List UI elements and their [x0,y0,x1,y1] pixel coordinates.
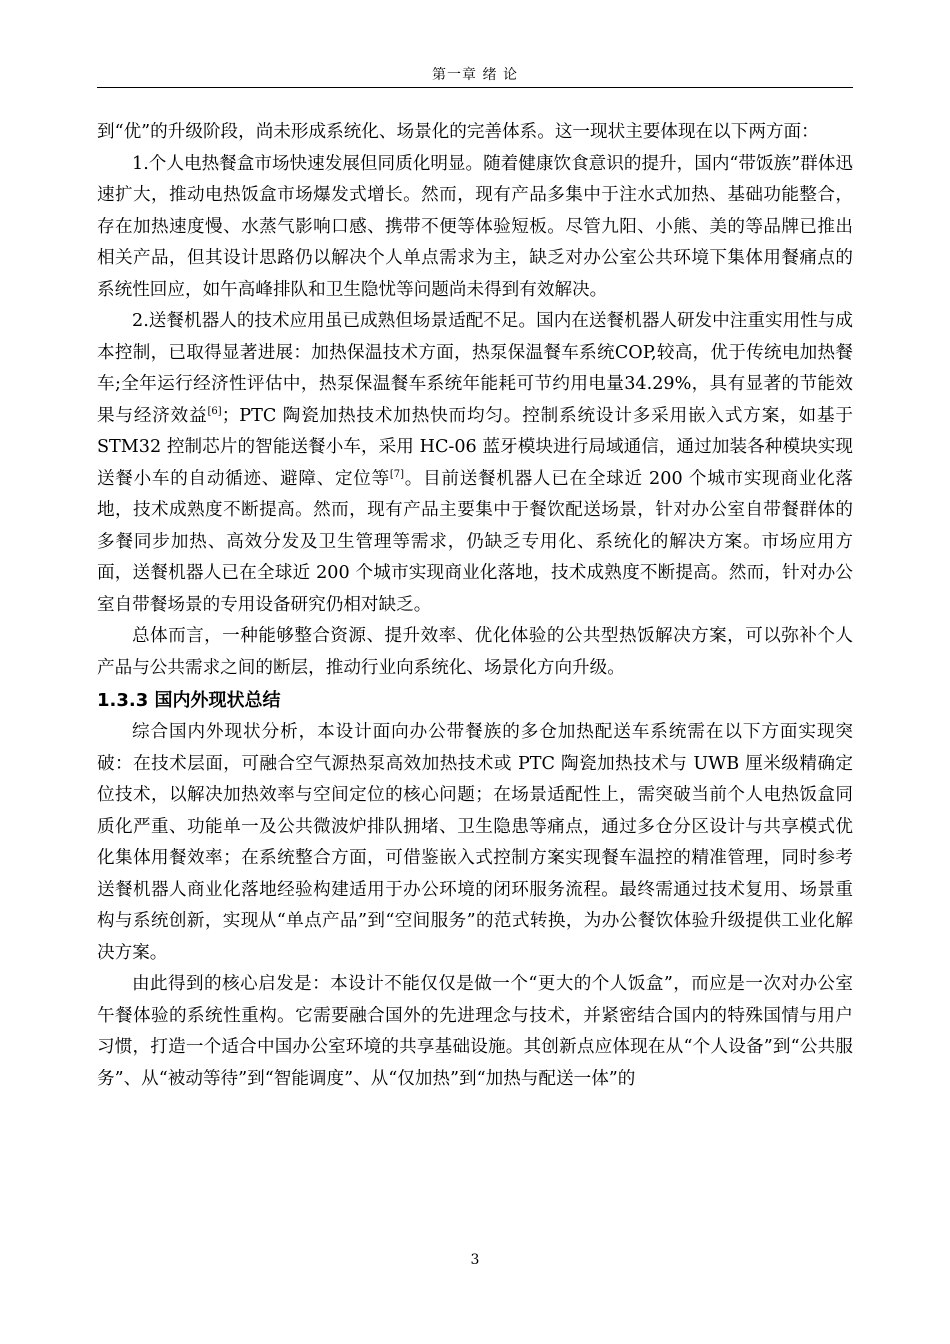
paragraph-text: 2.送餐机器人的技术应用虽已成熟但场景适配不足。国内在送餐机器人研发中注重实用性与成本控制，已取得显著进展：加热保温技术方面，热泵保温餐车系统COP,较高，优于传统电加热餐车;全年运行经济性评估中，热泵保温餐车系统年能耗可节约用电量34.29%，具有显著的节能效果与经济效益 [97,311,853,426]
page-body [97,117,853,1095]
paragraph-text: 。目前送餐机器人已在全球近 200 个城市实现商业化落地，技术成熟度不断提高。然而，现有产品主要集中于餐饮配送场景，针对办公室自带餐群体的多餐同步加热、高效分发及卫生管理等需求，仍缺乏专用化、系统化的解决方案。市场应用方面，送餐机器人已在全球近 200 个城市实现商业化落地，技术成熟度不断提高。然而，针对办公室自带餐场景的专用设备研究仍相对缺乏。 [97,468,853,615]
section-heading: 1.3.3 国内外现状总结 [97,690,281,711]
header-rule [97,87,853,88]
paragraph-delivery-robot [97,306,853,621]
paragraph-insight: 由此得到的核心启发是：本设计不能仅仅是做一个“更大的个人饭盒”，而应是一次对办公室午餐体验的系统性重构。它需要融合国外的先进理念与技术，并紧密结合国内的特殊国情与用户习惯，打造一个适合中国办公室环境的共享基础设施。其创新点应体现在从“个人设备”到“公共服务”、从“被动等待”到“智能调度”、从“仅加热”到“加热与配送一体”的 [97,974,853,1089]
paragraph-text: ；PTC 陶瓷加热技术加热快而均匀。控制系统设计多采用嵌入式方案，如基于 STM32 控制芯片的智能送餐小车，采用 HC-06 蓝牙模块进行局域通信，通过加装各种模块实现送餐小车的自动循迹、避障、定位等 [97,405,853,489]
paragraph-summary: 综合国内外现状分析，本设计面向办公带餐族的多仓加热配送车系统需在以下方面实现突破：在技术层面，可融合空气源热泵高效加热技术或 PTC 陶瓷加热技术与 UWB 厘米级精确定位技术，以解决加热效率与空间定位的核心问题；在场景适配性上，需突破当前个人电热饭盒同质化严重、功能单一及公共微波炉排队拥堵、卫生隐患等痛点，通过多仓分区设计与共享模式优化集体用餐效率；在系统整合方面，可借鉴嵌入式控制方案实现餐车温控的精准管理，同时参考送餐机器人商业化落地经验构建适用于办公环境的闭环服务流程。最终需通过技术复用、场景重构与系统创新，实现从“单点产品”到“空间服务”的范式转换，为办公餐饮体验升级提供工业化解决方案。 [97,722,853,963]
citation-6: [6] [207,405,222,417]
page-number: 3 [470,1252,480,1268]
paragraph-continuation: 到“优”的升级阶段，尚未形成系统化、场景化的完善体系。这一现状主要体现在以下两方面： [97,122,819,142]
running-header: 第一章 绪 论 [432,67,518,83]
paragraph-overall: 总体而言，一种能够整合资源、提升效率、优化体验的公共型热饭解决方案，可以弥补个人产品与公共需求之间的断层，推动行业向系统化、场景化方向升级。 [97,626,853,678]
citation-7: [7] [389,468,405,480]
paragraph-personal-lunchbox: 1.个人电热餐盒市场快速发展但同质化明显。随着健康饮食意识的提升，国内“带饭族”群体迅速扩大，推动电热饭盒市场爆发式增长。然而，现有产品多集中于注水式加热、基础功能整合，存在加热速度慢、水蒸气影响口感、携带不便等体验短板。尽管九阳、小熊、美的等品牌已推出相关产品，但其设计思路仍以解决个人单点需求为主，缺乏对办公室公共环境下集体用餐痛点的系统性回应，如午高峰排队和卫生隐忧等问题尚未得到有效解决。 [97,153,853,300]
